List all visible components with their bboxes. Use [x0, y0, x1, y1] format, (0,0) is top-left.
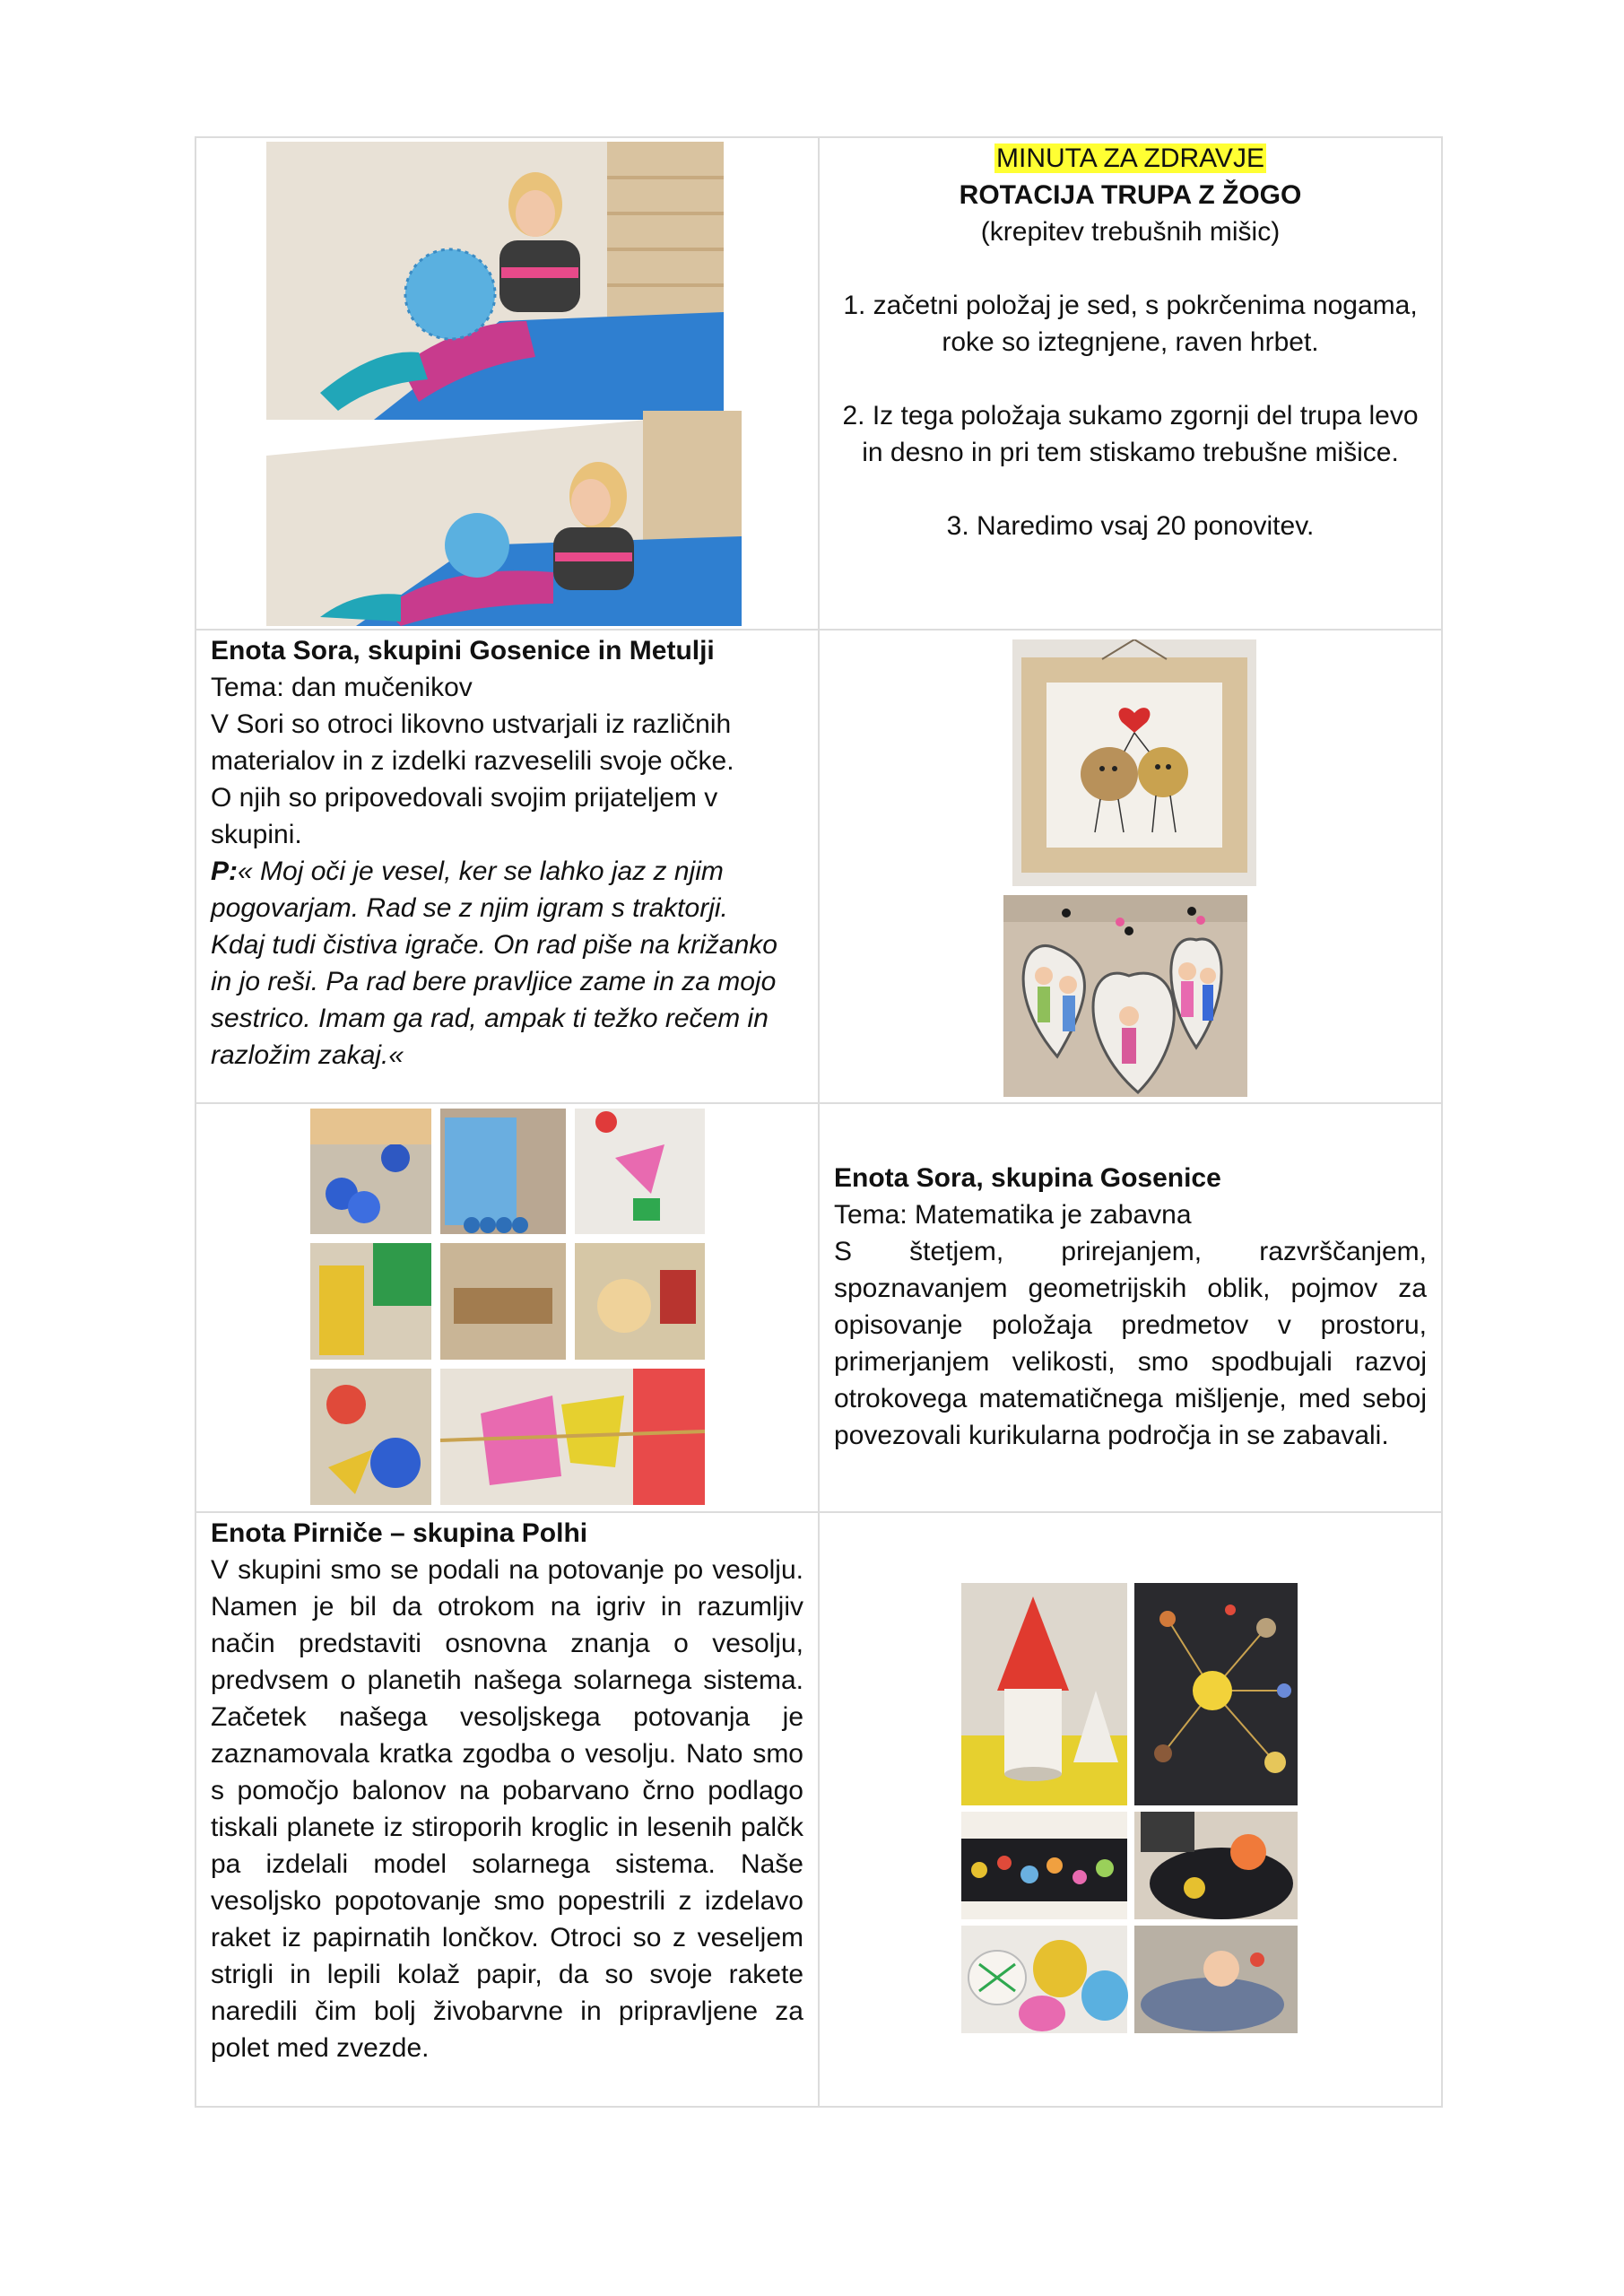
quote-line-6: razložim zakaj.«: [211, 1040, 404, 1070]
fathers-day-line-3: O njih so pripovedovali svojim prijateljem v: [211, 783, 718, 813]
content-table: [195, 136, 1443, 2108]
row-fathers-day: [195, 630, 1442, 1103]
step-2-line-2: in desno in pri tem stiskamo trebušne mišice.: [862, 438, 1399, 467]
step-2-line-1: 2. Iz tega položaja sukamo zgornji del trupa levo: [842, 401, 1419, 430]
exercise-title: ROTACIJA TRUPA Z ŽOGO: [959, 180, 1302, 210]
math-heading: Enota Sora, skupina Gosenice: [834, 1163, 1221, 1193]
math-theme: Tema: Matematika je zabavna: [834, 1200, 1192, 1230]
space-heading: Enota Pirniče – skupina Polhi: [211, 1518, 588, 1548]
row-math: [195, 1103, 1442, 1512]
quote-line-5: sestrico. Imam ga rad, ampak ti težko rečem in: [211, 1004, 769, 1033]
cell-space-text: [195, 1512, 819, 2107]
step-1-line-1: 1. začetni položaj je sed, s pokrčenima nogama,: [843, 291, 1418, 320]
cell-fathers-day-text: [195, 630, 819, 1103]
math-body: S štetjem, prirejanjem, razvrščanjem, spoznavanjem geometrijskih oblik, pojmov za opisovanje položaja predmetov v prostoru, primerjanjem velikosti, smo spodbujali razvoj otrokovega matematičnega mišljenje, med seboj povezovali kurikularna področja in se zabavali.: [834, 1237, 1427, 1450]
highlight-title: MINUTA ZA ZDRAVJE: [996, 144, 1264, 173]
quote-label: P:: [211, 857, 238, 886]
stone-frame-photo: [1012, 639, 1256, 886]
cell-math-text: [819, 1103, 1442, 1512]
fathers-day-line-4: skupini.: [211, 820, 302, 849]
space-collage: [961, 1583, 1298, 2033]
cell-fathers-day-photos: [819, 630, 1442, 1103]
math-collage: [310, 1109, 705, 1505]
row-space: [195, 1512, 1442, 2107]
quote-line-3: Kdaj tudi čistiva igrače. On rad piše na križanko: [211, 930, 777, 960]
exercise-photo-1: [266, 142, 724, 420]
step-3: 3. Naredimo vsaj 20 ponovitev.: [946, 511, 1315, 541]
quote-line-2: pogovarjam. Rad se z njim igram s traktorji.: [211, 893, 728, 923]
fathers-day-line-2: materialov in z izdelki razveselili svoje očke.: [211, 746, 734, 776]
row-exercise: [195, 137, 1442, 630]
cell-math-collage: [195, 1103, 819, 1512]
cell-exercise-photos: [195, 137, 819, 630]
fathers-day-theme: Tema: dan mučenikov: [211, 673, 473, 702]
cell-space-collage: [819, 1512, 1442, 2107]
quote-line-1: « Moj oči je vesel, ker se lahko jaz z njim: [238, 857, 724, 886]
fathers-day-line-1: V Sori so otroci likovno ustvarjali iz različnih: [211, 709, 732, 739]
quote-line-4: in jo reši. Pa rad bere pravljice zame in za mojo: [211, 967, 777, 996]
hearts-photo: [1003, 895, 1247, 1097]
step-1-line-2: roke so iztegnjene, raven hrbet.: [942, 327, 1319, 357]
exercise-photo-2: [266, 411, 742, 626]
cell-exercise-text: [819, 137, 1442, 630]
space-body: V skupini smo se podali na potovanje po vesolju. Namen je bil da otrokom na igriv in razumljiv način predstaviti osnovna znanja o vesolju, predvsem o planetih našega solarnega sistema. Začetek našega vesoljskega potovanja je zaznamovala kratka zgodba o vesolju. Nato smo s pomočjo balonov na pobarvano črno podlago tiskali planete iz stiroporih kroglic in lesenih palčk pa izdelali model solarnega sistema. Naše vesoljsko popotovanje smo popestrili z izdelavo raket iz papirnatih lončkov. Otroci so z veseljem strigli in lepili kolaž papir, da so svoje rakete naredili čim bolj živobarvne in pripravljene za polet med zvezde.: [211, 1555, 803, 2063]
fathers-day-heading: Enota Sora, skupini Gosenice in Metulji: [211, 636, 715, 665]
exercise-subtitle: (krepitev trebušnih mišic): [980, 217, 1281, 247]
